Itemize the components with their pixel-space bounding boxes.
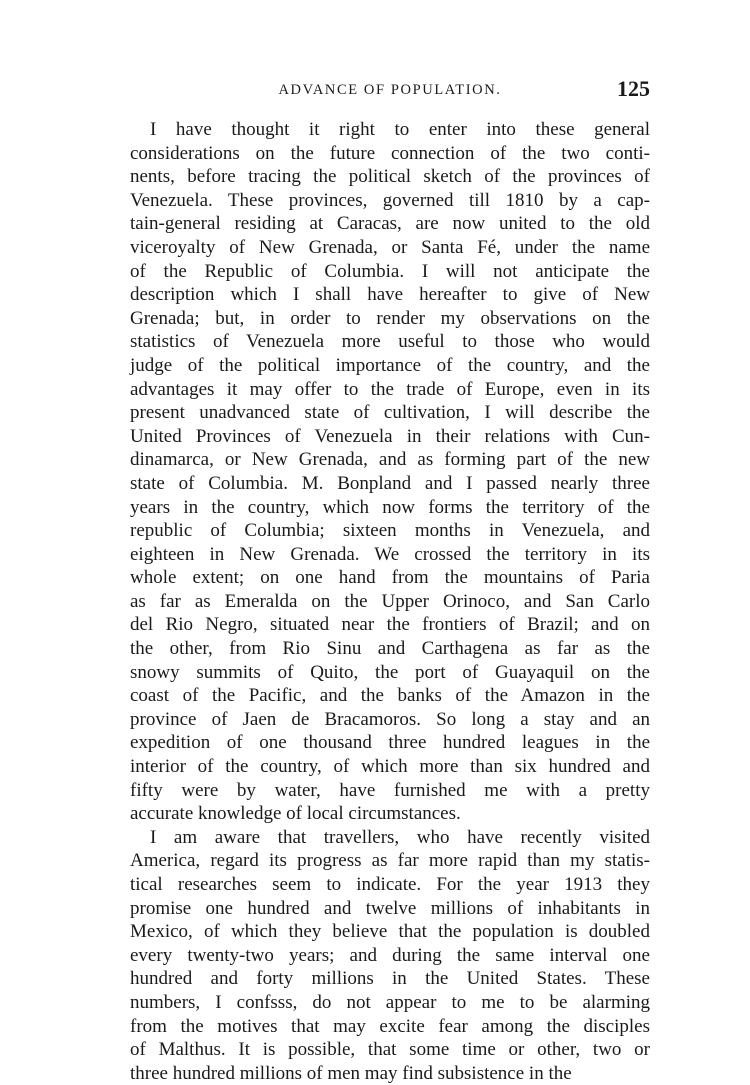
text-line: fifty were by water, have furnished me with a pretty: [130, 779, 650, 801]
text-line: republic of Columbia; sixteen months in Venezuela, and: [130, 520, 650, 542]
text-line: tical researches seem to indicate. For the year 1913 they: [130, 874, 650, 895]
text-line: of the Republic of Columbia. I will not anticipate the: [130, 260, 650, 282]
text-line: description which I shall have hereafter to give of New: [130, 284, 650, 306]
text-line: expedition of one thousand three hundred leagues in the: [130, 732, 650, 754]
text-line: I am aware that travellers, who have recently visited: [150, 826, 650, 848]
page-number: 125: [617, 76, 650, 101]
text-line: interior of the country, of which more than six hundred and: [130, 756, 650, 778]
text-line: Mexico, of which they believe that the population is doubled: [130, 921, 650, 943]
text-line: three hundred millions of men may find subsistence in the: [130, 1062, 572, 1084]
paragraph: [130, 826, 650, 1085]
running-title: ADVANCE OF POPULATION.: [278, 82, 502, 98]
text-line: Grenada; but, in order to render my observations on the: [130, 307, 650, 329]
text-line: years in the country, which now forms the territory of the: [130, 496, 650, 518]
text-line: coast of the Pacific, and the banks of the Amazon in the: [130, 685, 650, 707]
text-line: province of Jaen de Bracamoros. So long a stay and an: [130, 708, 650, 730]
text-line: judge of the political importance of the country, and the: [130, 354, 650, 376]
text-line: statistics of Venezuela more useful to those who would: [130, 331, 650, 353]
text-line: numbers, I confsss, do not appear to me to be alarming: [130, 991, 650, 1013]
text-line: dinamarca, or New Grenada, and as forming part of the new: [130, 449, 650, 471]
text-line: as far as Emeralda on the Upper Orinoco, and San Carlo: [130, 590, 650, 612]
text-line: accurate knowledge of local circumstances.: [130, 803, 461, 825]
text-line: considerations on the future connection of the two conti-: [130, 142, 650, 164]
text-line: Venezuela. These provinces, governed till 1810 by a cap-: [130, 189, 650, 211]
body-text: [130, 118, 650, 1085]
text-line: of Malthus. It is possible, that some time or other, two or: [130, 1039, 650, 1061]
text-line: the other, from Rio Sinu and Carthagena as far as the: [130, 638, 650, 660]
text-line: state of Columbia. M. Bonpland and I passed nearly three: [130, 472, 650, 494]
text-line: present unadvanced state of cultivation, I will describe the: [130, 402, 650, 424]
text-line: United Provinces of Venezuela in their relations with Cun-: [130, 425, 650, 447]
text-line: eighteen in New Grenada. We crossed the territory in its: [130, 543, 650, 565]
text-line: from the motives that may excite fear among the disciples: [130, 1015, 650, 1037]
text-line: tain-general residing at Caracas, are now united to the old: [130, 213, 650, 235]
text-line: viceroyalty of New Grenada, or Santa Fé, under the name: [130, 236, 650, 258]
text-line: snowy summits of Quito, the port of Guayaquil on the: [130, 661, 650, 683]
text-line: advantages it may offer to the trade of Europe, even in its: [130, 378, 650, 400]
text-line: I have thought it right to enter into these general: [150, 119, 650, 140]
running-head: [130, 78, 650, 106]
text-line: nents, before tracing the political sketch of the provinces of: [130, 166, 650, 188]
text-line: America, regard its progress as far more rapid than my statis-: [130, 850, 650, 872]
text-line: promise one hundred and twelve millions of inhabitants in: [130, 897, 650, 919]
text-line: whole extent; on one hand from the mountains of Paria: [130, 567, 650, 589]
text-line: every twenty-two years; and during the same interval one: [130, 944, 650, 966]
paragraph: [130, 118, 650, 826]
text-line: del Rio Negro, situated near the frontiers of Brazil; and on: [130, 614, 650, 636]
text-line: hundred and forty millions in the United States. These: [130, 968, 650, 990]
